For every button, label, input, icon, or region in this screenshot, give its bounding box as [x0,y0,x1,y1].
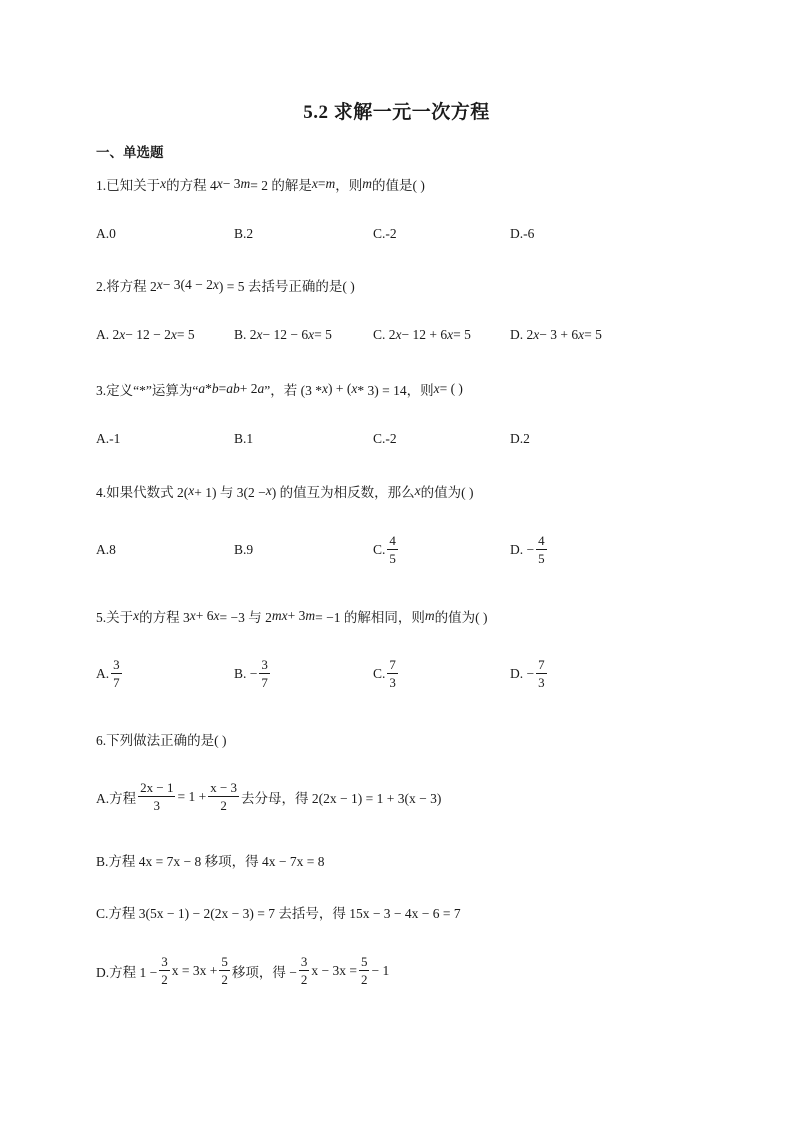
fraction: $\frac{5}{2}$ [221,954,228,987]
question-2-option-b: B. 2 x − 12 − 6 x = 5 [234,327,332,342]
question-2-option-d: D. 2 x − 3 + 6 x = 5 [510,327,602,342]
fraction: $\frac{3}{2}$ [161,954,168,987]
question-3-option-c: C.-2 [373,431,397,446]
question-1-option-b: B.2 [234,226,254,241]
fraction: $\frac{7}{3}$ [389,657,396,690]
question-4-option-d: D. − $\frac{4}{5}$ [510,533,545,566]
question-5-stem: 5.关于 x 的方程 3 x + 6 x = −3 与 2 mx + 3 m = −1 的解相同，则 m 的值为( ) [96,608,488,625]
page-title: 5.2 求解一元一次方程 [303,102,490,123]
question-6-option-d: D.方程 1 − $\frac{3}{2}$ x = 3x + $\frac{5}{2}$ 移项，得 − $\frac{3}{2}$ x − 3x = $\frac{5}{2}$ − 1 [96,954,390,987]
question-3-stem: 3.定义“*”运算为“ a * b = ab + 2 a ”，若 (3 * x ) + ( x * 3) = 14，则 x = ( ) [96,381,463,398]
question-6-option-b: B.方程 4x = 7x − 8 移项，得 4x − 7x = 8 [96,854,325,869]
question-6-stem: 6.下列做法正确的是( ) [96,733,227,748]
fraction: $\frac{3}{7}$ [261,657,268,690]
question-2-stem: 2.将方程 2 x − 3(4 − 2 x ) = 5 去括号正确的是( ) [96,277,355,294]
question-6-option-a: A.方程 $\frac{2x - 1}{3}$ = 1 + $\frac{x - 3}{2}$ 去分母，得 2(2x − 1) = 1 + 3(x − 3) [96,780,442,813]
question-5-option-a: A. $\frac{3}{7}$ [96,657,120,690]
question-1-option-a: A.0 [96,226,116,241]
question-4-option-b: B.9 [234,542,254,557]
question-1-stem: 1.已知关于 x 的方程 4 x − 3 m = 2 的解是 x = m ，则 m 的值是( ) [96,176,425,193]
question-5-option-d: D. − $\frac{7}{3}$ [510,657,545,690]
question-4-option-c: C. $\frac{4}{5}$ [373,533,396,566]
question-4-stem: 4.如果代数式 2( x + 1) 与 3(2 − x ) 的值互为相反数，那么 x 的值为( ) [96,483,474,500]
question-2-option-c: C. 2 x − 12 + 6 x = 5 [373,327,471,342]
fraction: $\frac{5}{2}$ [360,954,368,987]
question-3-option-b: B.1 [234,431,254,446]
fraction: $\frac{3}{7}$ [113,657,120,690]
fraction: $\frac{x - 3}{2}$ [210,780,238,813]
fraction: $\frac{7}{3}$ [538,657,545,690]
section-heading: 一、单选题 [96,145,164,160]
question-1-option-d: D.-6 [510,226,535,241]
fraction: $\frac{2x - 1}{3}$ [140,780,174,813]
question-3-option-a: A.-1 [96,431,121,446]
question-6-option-c: C.方程 3(5x − 1) − 2(2x − 3) = 7 去括号，得 15x − 3 − 4x − 6 = 7 [96,906,461,921]
fraction: $\frac{4}{5}$ [538,533,545,566]
question-5-option-b: B. − $\frac{3}{7}$ [234,657,268,690]
question-3-option-d: D.2 [510,431,530,446]
question-2-option-a: A. 2 x − 12 − 2 x = 5 [96,327,195,342]
question-1-option-c: C.-2 [373,226,397,241]
fraction: $\frac{3}{2}$ [300,954,308,987]
fraction: $\frac{4}{5}$ [389,533,396,566]
question-5-option-c: C. $\frac{7}{3}$ [373,657,396,690]
question-4-option-a: A.8 [96,542,116,557]
